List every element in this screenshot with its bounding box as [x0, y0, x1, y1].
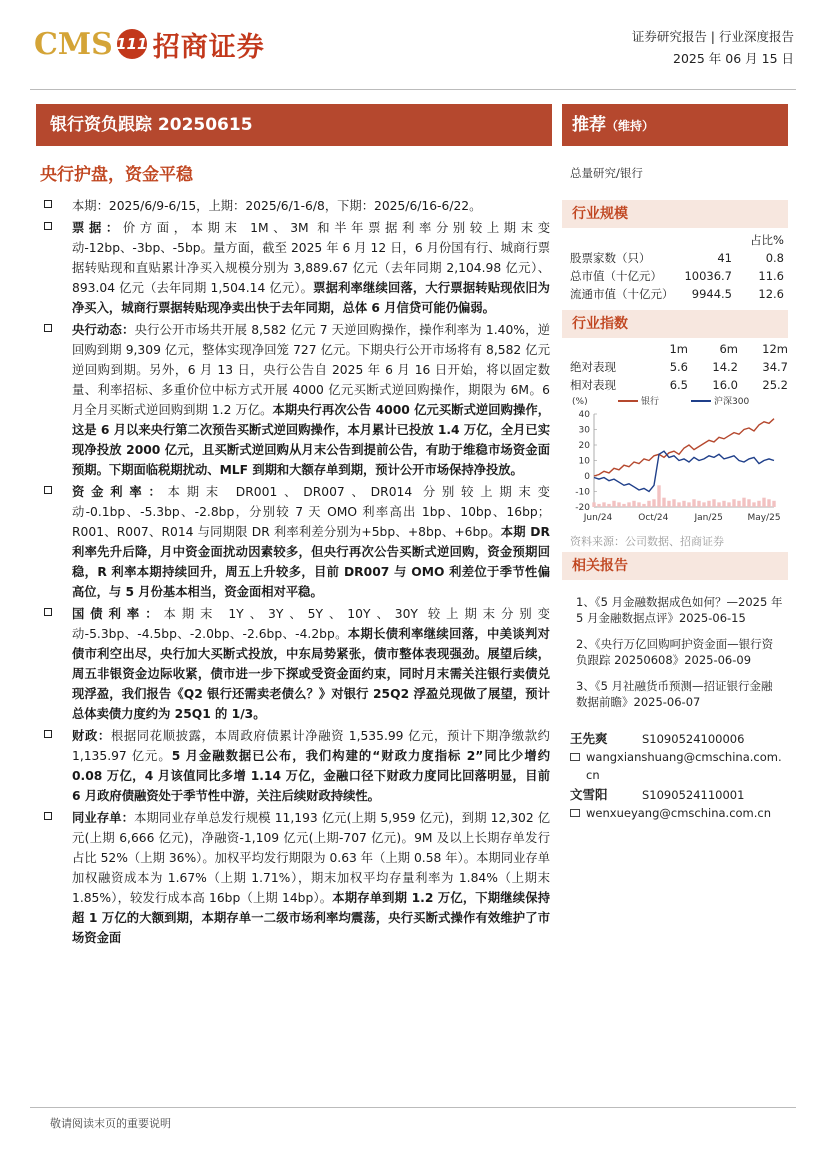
- volume-bar: [667, 501, 670, 507]
- index-row-12m: 34.7: [762, 360, 788, 374]
- related-report-link[interactable]: 3、《5 月社融货币预测—招证银行金融数据前瞻》2025-06-07: [576, 679, 773, 709]
- y-tick-label: -10: [575, 487, 590, 498]
- volume-bar: [732, 499, 735, 507]
- paragraph-text: 央行公开市场共开展 8,582 亿元 7 天逆回购操作，操作利率为 1.40%，逆回购到期 9,309 亿元，整体实现净回笼 727 亿元。下期央行公开市场将有 8,582 亿元逆回购到期。另外，6 月 13 日，央行公告自 2025 年 6 月 16 日开始，将以固定数量、利率招标、多重价位中标方式开展 4000 亿元买断式逆回购操作，期限为 6M。6 月全月买断式逆回购到期 1.2 万亿。: [72, 323, 550, 417]
- report-date: 2025 年 06 月 15 日: [673, 51, 794, 66]
- volume-bar: [607, 504, 610, 507]
- paragraph-lead: 资金利率：: [72, 485, 168, 499]
- bullet-square-icon: [44, 200, 52, 208]
- paragraph-highlight: 5 月金融数据已公布，我们构建的“财政力度指标 2”同比少增约 0.08 万亿，4 月该值同比多增 1.14 万亿，金融口径下财政力度同比回落明显，目前 6 月政府债融资处于季节性中游，关注后续财政持续性。: [72, 749, 551, 803]
- volume-bar: [747, 499, 750, 507]
- volume-bar: [612, 501, 615, 507]
- paragraph-highlight: 本期央行再次公告 4000 亿元买断式逆回购操作，这是 6 月以来央行第二次预告买断式逆回购操作，本月累计已投放 1.4 万亿，全月已实现净投放 2000 亿元，且买断式逆回购从月末公告到提前公告，有助于维稳市场资金面预期。下期面临税期扰动、MLF 到期和大额存单到期，预计公开市场保持净投放。: [72, 403, 550, 477]
- logo-emblem-icon: 111: [117, 29, 147, 59]
- related-section-header: 相关报告: [562, 552, 788, 580]
- related-report-link[interactable]: 1、《5 月金融数据成色如何？—2025 年 5 月金融数据点评》2025-06-15: [576, 595, 783, 625]
- volume-bar: [772, 501, 775, 507]
- analyst-email[interactable]: wangxianshuang@cmschina.com.cn: [586, 750, 782, 782]
- volume-bar: [762, 498, 765, 507]
- index-chart: [566, 392, 786, 530]
- bullet-square-icon: [44, 222, 52, 230]
- volume-bar: [637, 502, 640, 507]
- analyst-id: S1090524110001: [642, 788, 745, 802]
- report-title: 银行资负跟踪 20250615: [36, 104, 552, 146]
- chart-y-unit: (%): [572, 397, 588, 407]
- index-header: 6m: [719, 342, 738, 356]
- report-type: 证券研究报告 | 行业深度报告: [631, 29, 794, 44]
- body-paragraph: [44, 604, 550, 724]
- paragraph-lead: 财政：: [72, 729, 111, 743]
- body-list: [44, 196, 550, 950]
- analyst-email[interactable]: wenxueyang@cmschina.com.cn: [586, 806, 772, 820]
- index-row-6m: 16.0: [712, 378, 738, 392]
- paragraph-lead: 国债利率：: [72, 607, 164, 621]
- volume-bar: [727, 502, 730, 507]
- index-header: 1m: [669, 342, 688, 356]
- paragraph-text: 本期同业存单总发行规模 11,193 亿元(上期 5,959 亿元)，到期 12,302 亿元(上期 6,666 亿元)，净融资-1,109 亿元(上期-707 亿元)。9M 及以上长期存单发行占比 52%（上期 36%）。加权平均发行期限为 0.63 年（上期 0.58 年）。本期同业存单加权融资成本为 1.67%（上期 1.71%），期末加权平均存量利率为 1.84%（上期末 1.85%），较发行成本高 16bp（上期 14bp）。: [72, 811, 550, 905]
- scale-row-name: 总市值（十亿元）: [570, 269, 662, 283]
- report-subtitle: 央行护盘，资金平稳: [40, 165, 193, 185]
- volume-bar: [682, 501, 685, 507]
- header-meta: [632, 26, 794, 70]
- x-tick-label: Oct/24: [638, 513, 669, 523]
- y-tick-label: 40: [578, 410, 590, 420]
- analyst-name: 文雪阳: [570, 787, 608, 802]
- series-line-hs300: [594, 451, 774, 491]
- index-header: 12m: [762, 342, 788, 356]
- index-section-header: 行业指数: [562, 310, 788, 338]
- legend-label-bank: 银行: [641, 397, 660, 407]
- bullet-square-icon: [44, 812, 52, 820]
- body-paragraph: [44, 320, 550, 480]
- scale-row-value: 9944.5: [691, 287, 732, 301]
- volume-bar: [657, 485, 660, 507]
- analyst-row: [570, 786, 784, 804]
- body-paragraph: [44, 808, 550, 948]
- paragraph-lead: 同业存单：: [72, 811, 135, 825]
- volume-bar: [597, 504, 600, 507]
- rating-label: 推荐: [572, 115, 606, 135]
- x-tick-label: May/25: [747, 513, 781, 523]
- volume-bar: [717, 502, 720, 507]
- bullet-square-icon: [44, 486, 52, 494]
- analyst-id: S1090524100006: [642, 732, 745, 746]
- volume-bar: [737, 501, 740, 507]
- volume-bar: [652, 499, 655, 507]
- y-tick-label: 0: [584, 472, 590, 482]
- scale-row-value: 10036.7: [684, 269, 732, 283]
- related-report-link[interactable]: 2、《央行万亿回购呵护资金面—银行资负跟踪 20250608》2025-06-09: [576, 637, 774, 667]
- series-line-bank: [594, 419, 774, 476]
- paragraph-text: 根据同花顺披露，本周政府债累计净融资 1,535.99 亿元，预计下期净缴款约 1,135.97 亿元。: [72, 729, 550, 763]
- volume-bar: [687, 502, 690, 507]
- x-tick-label: Jan/25: [694, 513, 723, 523]
- footer-note: 敬请阅读末页的重要说明: [50, 1117, 171, 1130]
- volume-bar: [702, 502, 705, 507]
- paragraph-text: 本期末 DR001、DR007、DR014 分别较上期末变动-0.1bp、-5.3bp、-2.8bp，分别较 7 天 OMO 利率高出 1bp、10bp、16bp；R001、R007、R014 与同期限 DR 利率利差分别为+5bp、+8bp、+6bp。: [72, 485, 550, 539]
- body-paragraph: [44, 726, 550, 806]
- header-divider: [30, 89, 796, 90]
- volume-bar: [697, 501, 700, 507]
- volume-bar: [627, 502, 630, 507]
- volume-bar: [647, 501, 650, 507]
- paragraph-lead: 央行动态：: [72, 323, 135, 337]
- paragraph-lead: 票据：: [72, 221, 123, 235]
- legend-label-hs300: 沪深300: [714, 397, 750, 407]
- volume-bar: [707, 501, 710, 507]
- analysts: [570, 730, 784, 822]
- rating-note: （维持）: [606, 119, 655, 133]
- volume-bar: [622, 504, 625, 507]
- volume-bar: [742, 498, 745, 507]
- envelope-icon: [570, 753, 580, 761]
- scale-row-pct: 12.6: [758, 287, 784, 301]
- bullet-square-icon: [44, 608, 52, 616]
- bullet-square-icon: [44, 324, 52, 332]
- body-paragraph: [44, 482, 550, 602]
- paragraph-highlight: 本期长债利率继续回落，中美谈判对债市利空出尽，央行加大买断式投放，中东局势紧张，债市整体表现强劲。展望后续，周五非银资金边际收紧，债市进一步下探或受资金面约束，同时月末需关注银行卖债兑现浮盈，我们报告《Q2 银行还需卖老债么？》对银行 25Q2 浮盈兑现做了展望，预计总体卖债力度约为 25Q1 的 1/3。: [72, 627, 550, 721]
- paragraph-highlight: 本期存单到期 1.2 万亿，下期继续保持超 1 万亿的大额到期，本期存单一二级市场利率均震荡，央行买断式操作有效维护了市场资金面: [72, 891, 550, 945]
- body-paragraph: [44, 218, 550, 318]
- volume-bar: [617, 502, 620, 507]
- category-label: 总量研究/银行: [570, 166, 643, 180]
- paragraph-text: 价方面，本期末 1M、3M 和半年票据利率分别较上期末变动-12bp、-3bp、-5bp。量方面，截至 2025 年 6 月 12 日，6 月份国有行、城商行票据转贴现和直贴累计净买入规模分别为 3,889.67 亿元（去年同期 2,104.98 亿元）、893.04 亿元（去年同期 1,504.14 亿元）。: [72, 221, 550, 295]
- volume-bar: [592, 502, 595, 507]
- related-reports: [576, 594, 784, 720]
- envelope-icon: [570, 809, 580, 817]
- rating-bar: [562, 104, 788, 146]
- index-row: [570, 358, 788, 376]
- volume-bar: [662, 498, 665, 507]
- logo-company-name: 招商证券: [152, 31, 265, 63]
- index-row-name: 相对表现: [570, 378, 616, 392]
- analyst-row: [570, 730, 784, 748]
- scale-col-header: 占比%: [750, 233, 784, 247]
- body-paragraph: [44, 196, 550, 216]
- index-table: [570, 340, 788, 394]
- paragraph-text: 本期末 1Y、3Y、5Y、10Y、30Y 较上期末分别变动-5.3bp、-4.5bp、-2.0bp、-2.6bp、-4.2bp。: [72, 607, 550, 641]
- analyst-name: 王先爽: [570, 731, 608, 746]
- volume-bar: [672, 499, 675, 507]
- index-row-name: 绝对表现: [570, 360, 616, 374]
- company-logo: [34, 25, 265, 63]
- index-row-1m: 5.6: [669, 360, 688, 374]
- index-chart-svg: [566, 392, 786, 530]
- volume-bar: [602, 502, 605, 507]
- volume-bar: [722, 501, 725, 507]
- volume-bar: [752, 502, 755, 507]
- volume-bar: [757, 501, 760, 507]
- scale-row-pct: 0.8: [765, 251, 784, 265]
- index-row-1m: 6.5: [669, 378, 688, 392]
- volume-bar: [642, 504, 645, 507]
- chart-source: 资料来源：公司数据、招商证券: [570, 535, 724, 548]
- scale-table: [570, 231, 784, 303]
- index-row-12m: 25.2: [762, 378, 788, 392]
- analyst-email-row: [570, 804, 784, 822]
- bullet-square-icon: [44, 730, 52, 738]
- logo-cms-text: CMS: [34, 26, 113, 62]
- volume-bar: [677, 502, 680, 507]
- paragraph-text: 本期：2025/6/9-6/15，上期：2025/6/1-6/8，下期：2025/6/16-6/22。: [72, 199, 482, 213]
- scale-row: [570, 267, 784, 285]
- scale-row-name: 流通市值（十亿元）: [570, 287, 674, 301]
- index-row-6m: 14.2: [712, 360, 738, 374]
- y-tick-label: -20: [575, 503, 590, 513]
- y-tick-label: 20: [578, 441, 590, 451]
- x-tick-label: Jun/24: [583, 513, 613, 523]
- volume-bar: [767, 499, 770, 507]
- scale-row-name: 股票家数（只）: [570, 251, 651, 265]
- scale-section-header: 行业规模: [562, 200, 788, 228]
- volume-bar: [692, 499, 695, 507]
- y-tick-label: 30: [578, 425, 590, 436]
- footer-divider: [30, 1107, 796, 1108]
- scale-row-value: 41: [717, 251, 732, 265]
- volume-bar: [632, 501, 635, 507]
- y-tick-label: 10: [578, 456, 590, 467]
- paragraph-highlight: 票据利率继续回落，大行票据转贴现依旧为净买入，城商行票据转贴现净卖出快于去年同期，总体 6 月信贷可能仍偏弱。: [72, 281, 550, 315]
- scale-row: [570, 285, 784, 303]
- volume-bar: [712, 499, 715, 507]
- paragraph-highlight: 本期 DR 利率先升后降，月中资金面扰动因素较多，但央行再次公告买断式逆回购，资金预期回稳，R 利率本期持续回升，周五上升较多，目前 DR007 与 OMO 利差位于季节性偏高位，与 5 月份基本相当，资金面相对平稳。: [72, 525, 550, 599]
- analyst-email-row: [570, 748, 784, 784]
- scale-row-pct: 11.6: [758, 269, 784, 283]
- index-header: [570, 340, 648, 358]
- scale-row: [570, 249, 784, 267]
